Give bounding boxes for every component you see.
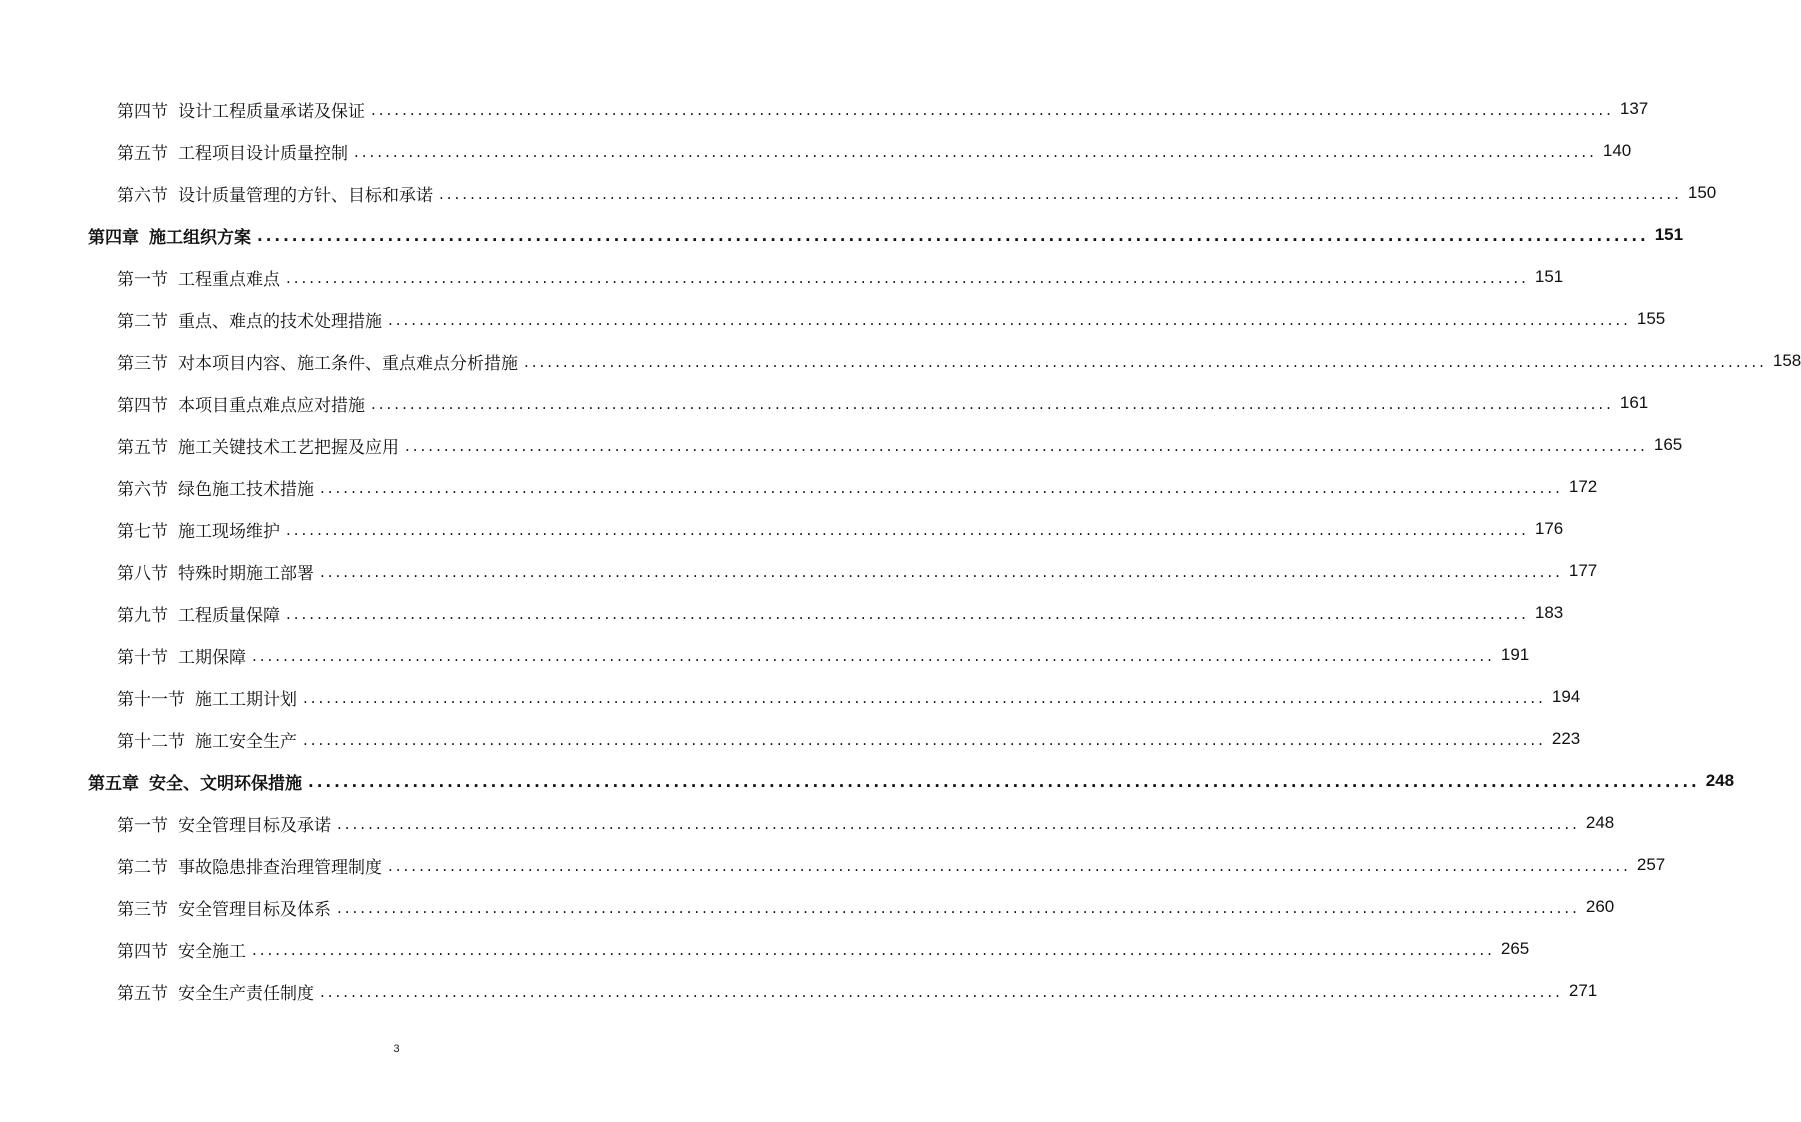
dot-leader: ................................................................................................................................................................ (320, 563, 1563, 581)
toc-entry-number: 第四节 (117, 101, 168, 122)
toc-entry-label (117, 895, 331, 920)
toc-entry-page: 155 (1636, 309, 1666, 328)
toc-entry-label (117, 307, 382, 332)
toc-entry-page: 260 (1585, 897, 1615, 916)
toc-entry-title: 设计工程质量承诺及保证 (178, 101, 365, 122)
dot-leader: ................................................................................................................................................................ (524, 353, 1767, 371)
toc-entry-label (117, 601, 280, 626)
toc-entry[interactable] (0, 298, 1666, 340)
toc-entry[interactable] (0, 802, 1615, 844)
toc-entry-label (117, 811, 331, 836)
table-of-contents (0, 88, 1801, 1012)
dot-leader: ................................................................................................................................................................ (303, 731, 1546, 749)
toc-entry-number: 第五节 (117, 983, 168, 1004)
dot-leader: ................................................................................................................................................................ (308, 773, 1700, 791)
toc-entry-page: 165 (1653, 435, 1683, 454)
toc-entry-number: 第五节 (117, 437, 168, 458)
toc-entry-label (117, 643, 246, 668)
toc-entry-title: 重点、难点的技术处理措施 (178, 311, 382, 332)
toc-entry-title: 施工现场维护 (178, 521, 280, 542)
toc-entry-label (117, 937, 246, 962)
toc-entry[interactable] (0, 340, 1801, 382)
toc-entry-title: 安全管理目标及体系 (178, 899, 331, 920)
toc-entry-number: 第二节 (117, 311, 168, 332)
toc-entry-page: 161 (1619, 393, 1649, 412)
toc-entry-number: 第四节 (117, 941, 168, 962)
toc-entry-page: 248 (1705, 771, 1735, 790)
toc-chapter-number: 第四章 (88, 227, 139, 248)
toc-entry-title: 绿色施工技术措施 (178, 479, 314, 500)
toc-entry-number: 第六节 (117, 479, 168, 500)
toc-entry-label (117, 979, 314, 1004)
dot-leader: ................................................................................................................................................................ (286, 521, 1529, 539)
toc-entry-label (117, 685, 297, 710)
toc-entry[interactable] (0, 424, 1683, 466)
toc-entry-label (117, 475, 314, 500)
toc-entry-page: 140 (1602, 141, 1632, 160)
toc-entry-page: 137 (1619, 99, 1649, 118)
toc-entry-label (117, 139, 348, 164)
toc-entry-title: 施工安全生产 (195, 731, 297, 752)
dot-leader: ................................................................................................................................................................ (371, 101, 1614, 119)
page-number: 3 (393, 1043, 400, 1055)
toc-entry-number: 第五节 (117, 143, 168, 164)
toc-entry-number: 第一节 (117, 269, 168, 290)
toc-entry-page: 177 (1568, 561, 1598, 580)
toc-entry-number: 第九节 (117, 605, 168, 626)
toc-entry-title: 施工关键技术工艺把握及应用 (178, 437, 399, 458)
toc-entry-label (117, 517, 280, 542)
dot-leader: ................................................................................................................................................................ (257, 227, 1649, 245)
toc-entry[interactable] (0, 508, 1564, 550)
toc-entry-title: 安全管理目标及承诺 (178, 815, 331, 836)
toc-entry[interactable] (0, 466, 1598, 508)
toc-entry-title: 特殊时期施工部署 (178, 563, 314, 584)
toc-entry-page: 257 (1636, 855, 1666, 874)
toc-entry-title: 工程重点难点 (178, 269, 280, 290)
toc-entry-title: 工程项目设计质量控制 (178, 143, 348, 164)
dot-leader: ................................................................................................................................................................ (337, 899, 1580, 917)
toc-entry-page: 223 (1551, 729, 1581, 748)
toc-entry-number: 第三节 (117, 353, 168, 374)
toc-entry[interactable] (0, 928, 1530, 970)
toc-entry-title: 安全生产责任制度 (178, 983, 314, 1004)
toc-entry-page: 158 (1772, 351, 1801, 370)
toc-entry-page: 183 (1534, 603, 1564, 622)
toc-entry-label (88, 769, 302, 794)
toc-entry-number: 第三节 (117, 899, 168, 920)
toc-entry-label (117, 391, 365, 416)
dot-leader: ................................................................................................................................................................ (320, 983, 1563, 1001)
toc-entry[interactable] (0, 256, 1564, 298)
toc-entry[interactable] (0, 172, 1717, 214)
toc-entry-page: 191 (1500, 645, 1530, 664)
toc-entry-page: 150 (1687, 183, 1717, 202)
toc-entry-page: 172 (1568, 477, 1598, 496)
dot-leader: ................................................................................................................................................................ (337, 815, 1580, 833)
dot-leader: ................................................................................................................................................................ (320, 479, 1563, 497)
dot-leader: ................................................................................................................................................................ (371, 395, 1614, 413)
toc-entry-title: 本项目重点难点应对措施 (178, 395, 365, 416)
toc-entry[interactable] (0, 634, 1530, 676)
toc-entry[interactable] (0, 718, 1581, 760)
toc-chapter-entry[interactable] (0, 760, 1735, 802)
toc-entry-title: 事故隐患排查治理管理制度 (178, 857, 382, 878)
toc-entry-label (117, 349, 518, 374)
toc-entry-page: 248 (1585, 813, 1615, 832)
toc-entry-label (117, 853, 382, 878)
toc-entry-number: 第七节 (117, 521, 168, 542)
toc-entry-number: 第八节 (117, 563, 168, 584)
toc-entry-page: 151 (1654, 225, 1684, 244)
toc-entry-number: 第六节 (117, 185, 168, 206)
dot-leader: ................................................................................................................................................................ (354, 143, 1597, 161)
dot-leader: ................................................................................................................................................................ (388, 311, 1631, 329)
toc-entry-label (117, 433, 399, 458)
toc-entry[interactable] (0, 130, 1632, 172)
toc-entry-title: 安全施工 (178, 941, 246, 962)
toc-entry-title: 设计质量管理的方针、目标和承诺 (178, 185, 433, 206)
toc-entry[interactable] (0, 676, 1581, 718)
toc-entry[interactable] (0, 88, 1649, 130)
toc-entry-number: 第十节 (117, 647, 168, 668)
dot-leader: ................................................................................................................................................................ (252, 941, 1495, 959)
toc-entry-page: 176 (1534, 519, 1564, 538)
toc-entry-title: 施工工期计划 (195, 689, 297, 710)
toc-entry-number: 第四节 (117, 395, 168, 416)
dot-leader: ................................................................................................................................................................ (252, 647, 1495, 665)
toc-entry-label (117, 181, 433, 206)
toc-entry-label (88, 223, 251, 248)
toc-entry-page: 271 (1568, 981, 1598, 1000)
dot-leader: ................................................................................................................................................................ (439, 185, 1682, 203)
dot-leader: ................................................................................................................................................................ (286, 605, 1529, 623)
toc-entry-page: 265 (1500, 939, 1530, 958)
toc-chapter-number: 第五章 (88, 773, 139, 794)
toc-chapter-entry[interactable] (0, 214, 1684, 256)
toc-entry-label (117, 727, 297, 752)
toc-entry-number: 第十二节 (117, 731, 185, 752)
toc-entry-label (117, 97, 365, 122)
dot-leader: ................................................................................................................................................................ (405, 437, 1648, 455)
toc-entry-title: 对本项目内容、施工条件、重点难点分析措施 (178, 353, 518, 374)
toc-entry[interactable] (0, 970, 1598, 1012)
toc-entry[interactable] (0, 550, 1598, 592)
toc-entry[interactable] (0, 592, 1564, 634)
toc-entry-number: 第二节 (117, 857, 168, 878)
toc-entry-page: 151 (1534, 267, 1564, 286)
toc-entry-number: 第十一节 (117, 689, 185, 710)
dot-leader: ................................................................................................................................................................ (303, 689, 1546, 707)
toc-entry[interactable] (0, 382, 1649, 424)
toc-chapter-title: 施工组织方案 (149, 227, 251, 248)
toc-entry-page: 194 (1551, 687, 1581, 706)
toc-entry[interactable] (0, 886, 1615, 928)
dot-leader: ................................................................................................................................................................ (388, 857, 1631, 875)
toc-entry-number: 第一节 (117, 815, 168, 836)
toc-entry-title: 工期保障 (178, 647, 246, 668)
toc-entry-title: 工程质量保障 (178, 605, 280, 626)
dot-leader: ................................................................................................................................................................ (286, 269, 1529, 287)
toc-entry-label (117, 559, 314, 584)
toc-chapter-title: 安全、文明环保措施 (149, 773, 302, 794)
toc-entry[interactable] (0, 844, 1666, 886)
toc-entry-label (117, 265, 280, 290)
